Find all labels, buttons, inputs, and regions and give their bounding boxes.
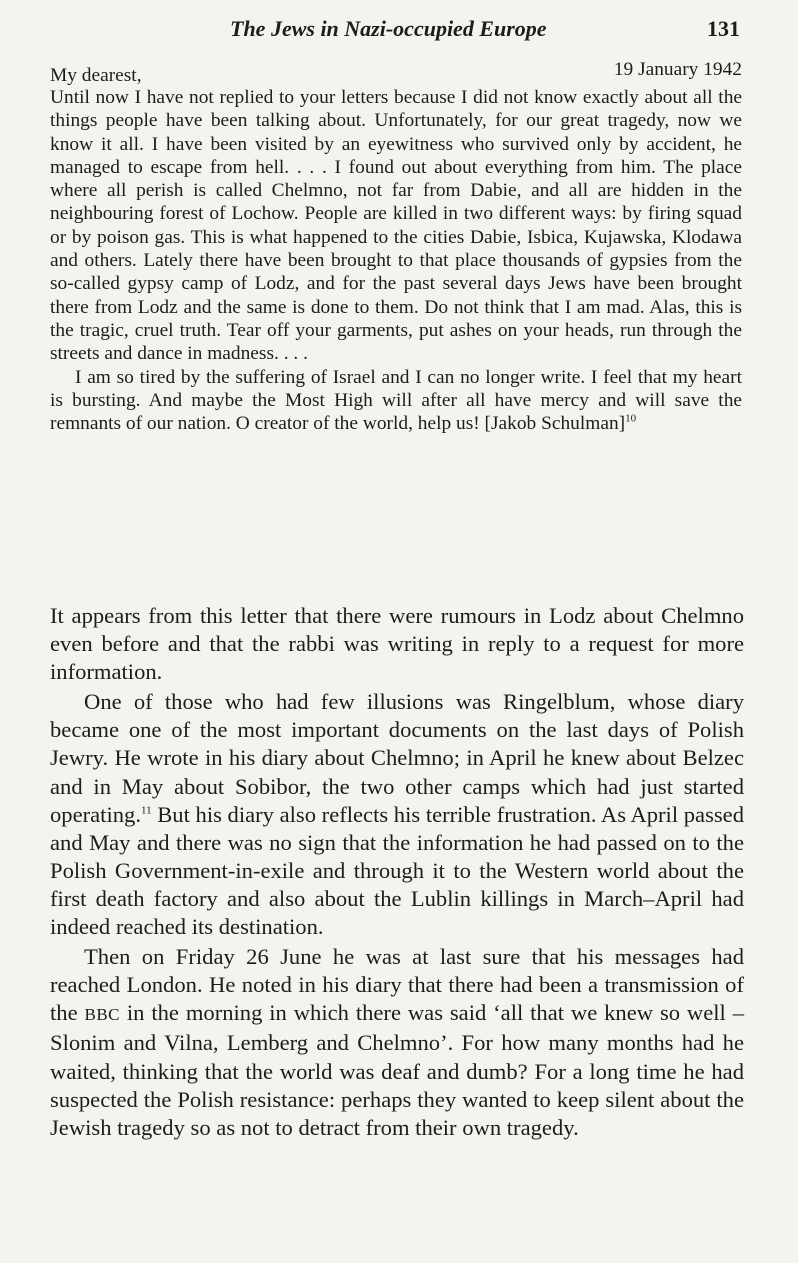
- quoted-letter: [50, 59, 742, 435]
- footnote-ref: 10: [625, 412, 637, 425]
- body-paragraph: It appears from this letter that there were rumours in Lodz about Chelmno even before and that the rabbi was writing in reply to a request for more information.: [50, 603, 744, 685]
- bbc-abbreviation: BBC: [84, 1005, 121, 1025]
- letter-date: 19 January 1942: [613, 59, 742, 80]
- letter-paragraph-text: I am so tired by the suffering of Israel and I can no longer write. I feel that my heart is bursting. And maybe the Most High will after all have mercy and will save the remnants of our nation. O creator of the world, help us! [Jakob Schulman]: [50, 366, 742, 435]
- body-paragraph: [50, 688, 744, 941]
- running-title: The Jews in Nazi-occupied Europe: [230, 16, 547, 41]
- letter-head: [50, 59, 742, 86]
- page-header: [0, 12, 798, 46]
- letter-paragraph: [50, 366, 742, 436]
- body-text: [50, 602, 744, 1142]
- body-paragraph-text: One of those who had few illusions was Ringelblum, whose diary became one of the most important documents on the last days of Polish Jewry. He wrote in his diary about Chelmno; in April he knew about Belzec and in May about Sobibor, the two other camps which had just started operating.: [50, 689, 744, 827]
- body-paragraph-text: Then on Friday 26 June he was at last sure that his messages had reached London. He noted in his diary that there had been a transmission of the: [50, 944, 744, 1026]
- letter-salutation: My dearest,: [50, 65, 142, 86]
- letter-paragraph: Until now I have not replied to your letters because I did not know exactly about all the things people have been talking about. Unfortunately, for our great tragedy, now we know it all. I have been visited by an eyewitness who survived only by accident, he managed to escape from hell. . . . I found out about everything from him. The place where all perish is called Chelmno, not far from Dabie, and all are hidden in the neighbouring forest of Lochow. People are killed in two different ways: by firing squad or by poison gas. This is what happened to the cities Dabie, Isbica, Kujawska, Klodawa and others. Lately there have been brought to that place thousands of gypsies from the so-called gypsy camp of Lodz, and for the past several days Jews have been brought there from Lodz and the same is done to them. Do not think that I am mad. Alas, this is the tragic, cruel truth. Tear off your garments, put ashes on your heads, run through the streets and dance in madness. . . .: [50, 87, 742, 365]
- footnote-ref: 11: [140, 804, 152, 817]
- page-number: 131: [707, 16, 740, 41]
- body-paragraph: [50, 943, 744, 1142]
- body-paragraph-text: But his diary also reflects his terrible frustration. As April passed and May and there was no sign that the information he had passed on to the Polish Government-in-exile and through it to the Western world about the first death factory and also about the Lublin killings in March–April had indeed reached its destination.: [50, 801, 744, 940]
- body-paragraph-text: in the morning in which there was said ‘all that we knew so well – Slonim and Vilna, Lemberg and Chelmno’. For how many months had he waited, thinking that the world was deaf and dumb? For a long time he had suspected the Polish resistance: perhaps they wanted to keep silent about the Jewish tragedy so as not to detract from their own tragedy.: [50, 1000, 744, 1140]
